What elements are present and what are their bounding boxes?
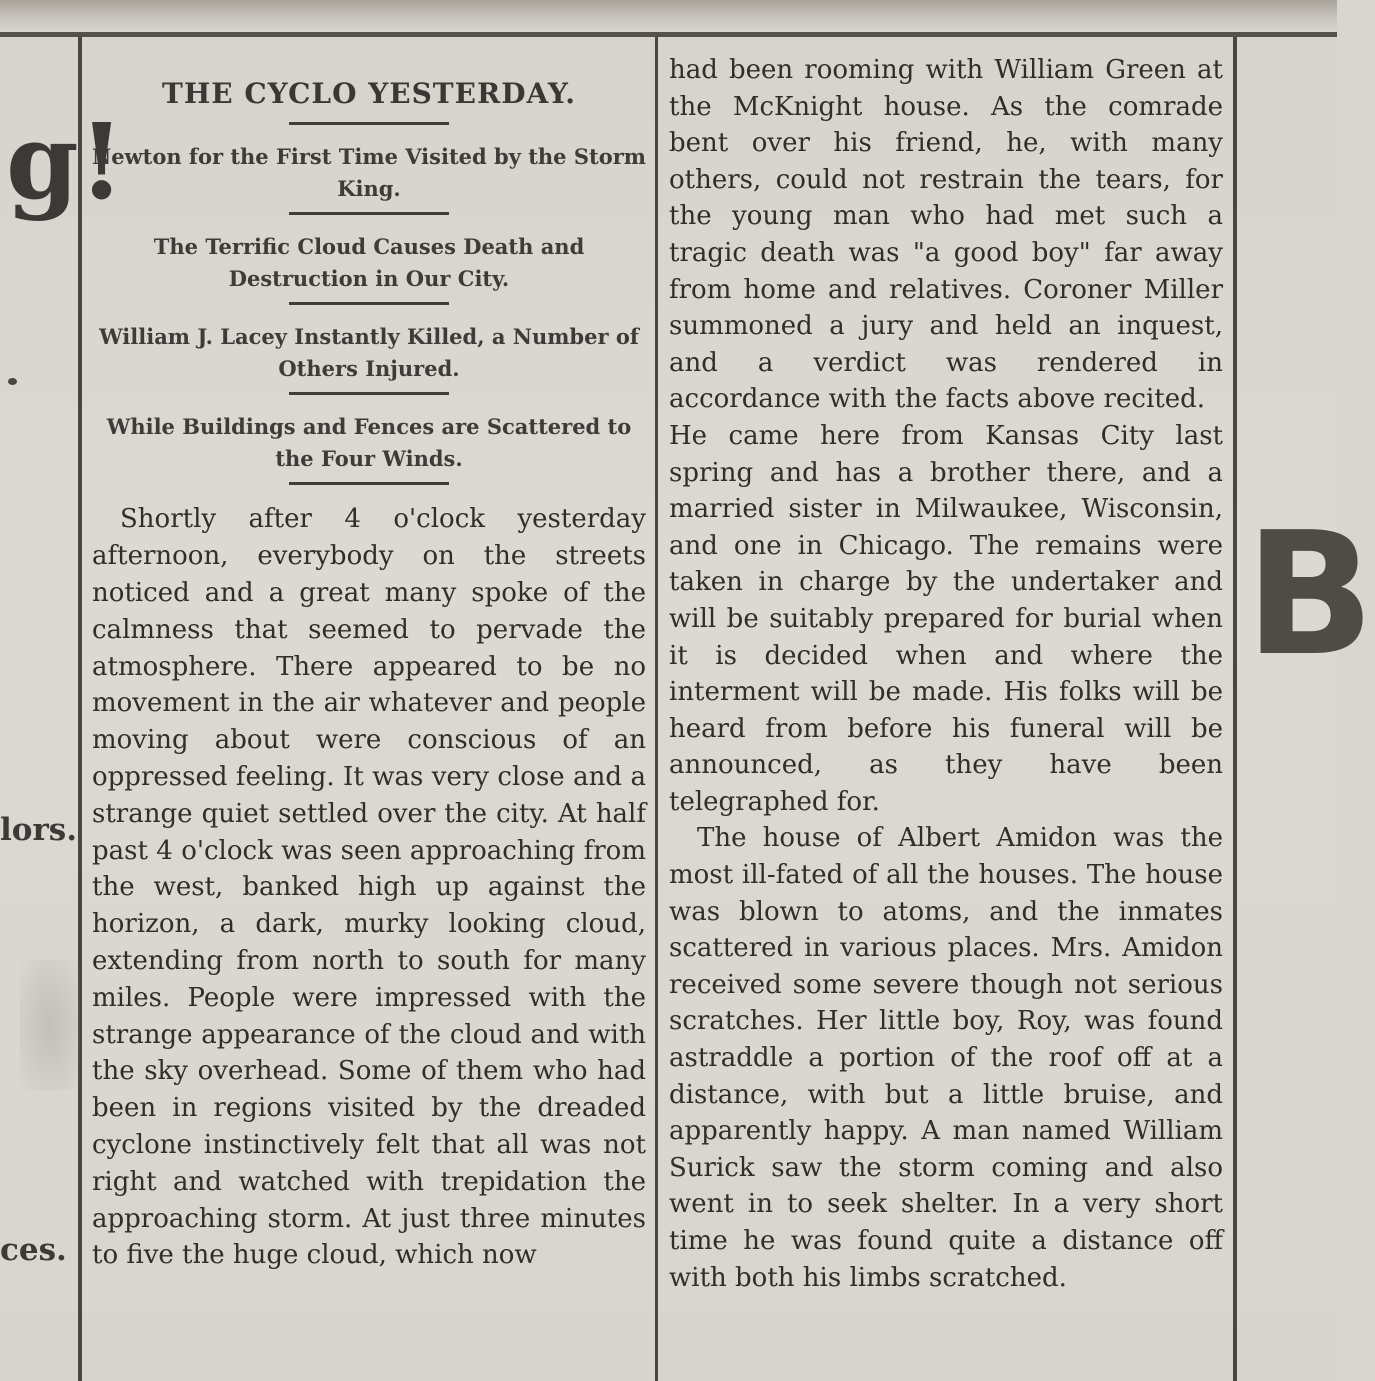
article-body-paragraph: Shortly after 4 o'clock yesterday afternoon, everybody on the streets noticed and a great many spoke of the calmness that seemed to pervade the atmosphere. There appeared to be no movement in the air whatever and people moving about were conscious of an oppressed feeling. It was very close and a strange quiet settled over the city. At half past 4 o'clock was seen approaching from the west, banked high up against the horizon, a dark, murky looking cloud, extending from north to south for many miles. People were impressed with the strange appearance of the cloud and with the sky overhead. Some of them who had been in regions visited by the dreaded cyclone instinctively felt that all was not right and watched with trepidation the approaching storm. At just three minutes to five the huge cloud, which now [92, 504, 646, 1271]
article-deck-3: William J. Lacey Instantly Killed, a Number of Others Injured. [99, 324, 639, 381]
headline-divider [289, 122, 449, 125]
ink-smudge [20, 960, 80, 1090]
article-deck-2: The Terrific Cloud Causes Death and Destruction in Our City. [153, 234, 585, 291]
print-speck [8, 378, 17, 385]
deck-divider [289, 392, 449, 395]
cut-off-headline-letter: B [1245, 496, 1375, 694]
amidon-house-paragraph: The house of Albert Amidon was the most ill-fated of all the houses. The house was blown to atoms, and the inmates scattered in various places. Mrs. Amidon received some severe though not serious scratches. Her little boy, Roy, was found astraddle a portion of the roof off at a distance, with but a little bruise, and apparently happy. A man named William Surick saw the storm coming and also went in to seek shelter. In a very short time he was found quite a distance off with both his limbs scratched. [669, 823, 1223, 1293]
cut-off-text-fragment-1: lors. [0, 812, 78, 848]
deck-divider [289, 302, 449, 305]
article-deck-1: Newton for the First Time Visited by the Storm King. [92, 144, 647, 201]
top-margin [0, 0, 1337, 30]
column-rule-right [1233, 37, 1237, 1381]
article-column-2 [669, 52, 1223, 1296]
article-headline: THE CYCLO YESTERDAY. [161, 77, 576, 110]
continued-paragraph: had been rooming with William Green at the McKnight house. As the comrade bent over his friend, he, with many others, could not restrain the tears, for the young man who had met such a tragic death was "a good boy" far away from home and relatives. Coroner Miller summoned a jury and held an inquest, and a verdict was rendered in accordance with the facts above recited. [669, 55, 1223, 415]
column-rule-middle [655, 37, 658, 1381]
remains-paragraph: He came here from Kansas City last spring and has a brother there, and a married sister in Milwaukee, Wisconsin, and one in Chicago. The remains were taken in charge by the undertaker and will be suitably prepared for burial when it is decided when and where the interment will be made. His folks will be heard from before his funeral will be announced, as they have been telegraphed for. [669, 420, 1223, 817]
cut-off-headline-fragment: g! [6, 100, 125, 223]
deck-divider [289, 482, 449, 485]
article-column-1 [92, 52, 646, 1274]
top-column-rule [0, 32, 1337, 37]
cut-off-text-fragment-2: ces. [0, 1232, 67, 1268]
deck-divider [289, 212, 449, 215]
column-rule-left [78, 37, 82, 1381]
article-deck-4: While Buildings and Fences are Scattered to the Four Winds. [106, 414, 632, 471]
